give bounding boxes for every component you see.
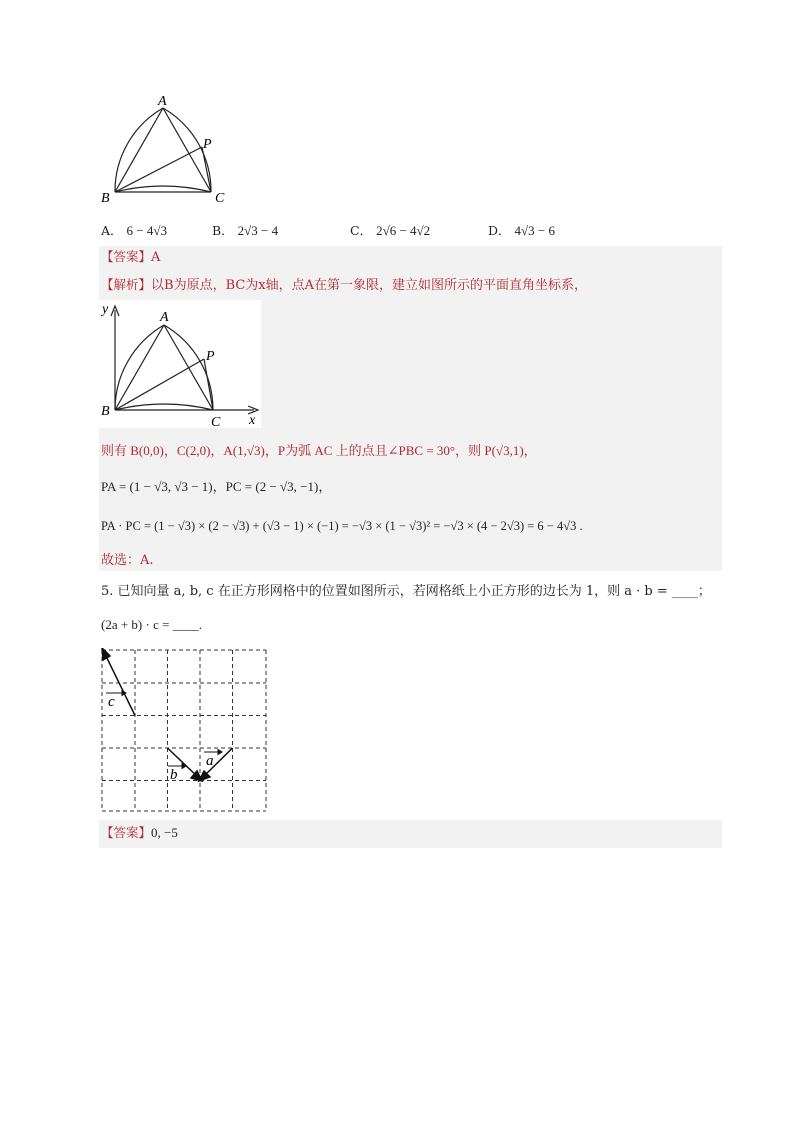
- step-line-3: PA · PC = (1 − √3) × (2 − √3) + (√3 − 1) × (−1) = −√3 × (1 − √3)² = −√3 × (4 − 2√3) = 6 − 4√3 .: [101, 519, 583, 533]
- label-c: C: [211, 415, 221, 428]
- answer-value: 0, −5: [151, 825, 178, 840]
- option-letter: C．: [350, 223, 373, 238]
- arc-bc: [115, 186, 211, 192]
- figure-background: [99, 300, 261, 428]
- figure-coordinate: [99, 300, 261, 428]
- label-p: P: [206, 349, 215, 364]
- answer-tag: 【答案】: [101, 825, 152, 840]
- label-c: C: [215, 191, 225, 206]
- question-text: 已知向量 a, b, c 在正方形网格中的位置如图所示，若网格纸上小正方形的边长为 1，则 a · b = ____；: [117, 584, 711, 599]
- label-b: B: [101, 404, 110, 419]
- step-line-2: PA = (1 − √3, √3 − 1)，PC = (2 − √3, −1)，: [101, 479, 332, 494]
- answer-1: [101, 248, 160, 267]
- question-number: 5.: [101, 584, 114, 599]
- answer-2: [101, 824, 178, 843]
- label-y: y: [102, 302, 109, 317]
- answer-value: A: [151, 250, 161, 265]
- question-5-line-1: [101, 583, 711, 601]
- option-b: [212, 221, 278, 239]
- option-value: 4√3 − 6: [514, 223, 555, 238]
- label-a: A: [160, 310, 169, 325]
- option-letter: A．: [101, 223, 123, 238]
- label-b: b: [170, 767, 178, 783]
- label-x: x: [249, 413, 256, 428]
- option-value: 2√6 − 4√2: [376, 223, 431, 238]
- label-a: A: [158, 94, 167, 109]
- label-c: c: [108, 694, 115, 710]
- label-b: B: [101, 191, 110, 206]
- analysis-tag: 【解析】: [101, 277, 152, 292]
- option-d: [488, 221, 555, 239]
- option-value: 6 − 4√3: [126, 223, 167, 238]
- analysis-line: [101, 276, 587, 295]
- arrow-mark-tip: [218, 750, 222, 755]
- figure-grid-vectors: [100, 648, 270, 814]
- label-a: a: [206, 753, 214, 769]
- option-letter: B．: [212, 223, 234, 238]
- option-a: [101, 221, 167, 239]
- answer-tag: 【答案】: [101, 249, 152, 264]
- label-p: P: [203, 137, 212, 152]
- option-letter: D．: [488, 223, 511, 238]
- answer-2-block: [99, 820, 722, 848]
- option-value: 2√3 − 4: [237, 223, 279, 238]
- figure-triangle-arcs: [98, 92, 228, 210]
- option-c: [350, 221, 430, 239]
- dashed-grid: [102, 650, 266, 811]
- conclusion: 故选：A.: [101, 553, 154, 568]
- step-line-1: 则有 B(0,0)，C(2,0)，A(1,√3)，P为弧 AC 上的点且∠PBC = 30°，则 P(√3,1)，: [101, 443, 537, 458]
- question-5-line-2: (2a + b) · c = ____.: [101, 617, 202, 632]
- analysis-text: 以B为原点，BC为x轴，点A在第一象限，建立如图所示的平面直角坐标系，: [151, 278, 588, 293]
